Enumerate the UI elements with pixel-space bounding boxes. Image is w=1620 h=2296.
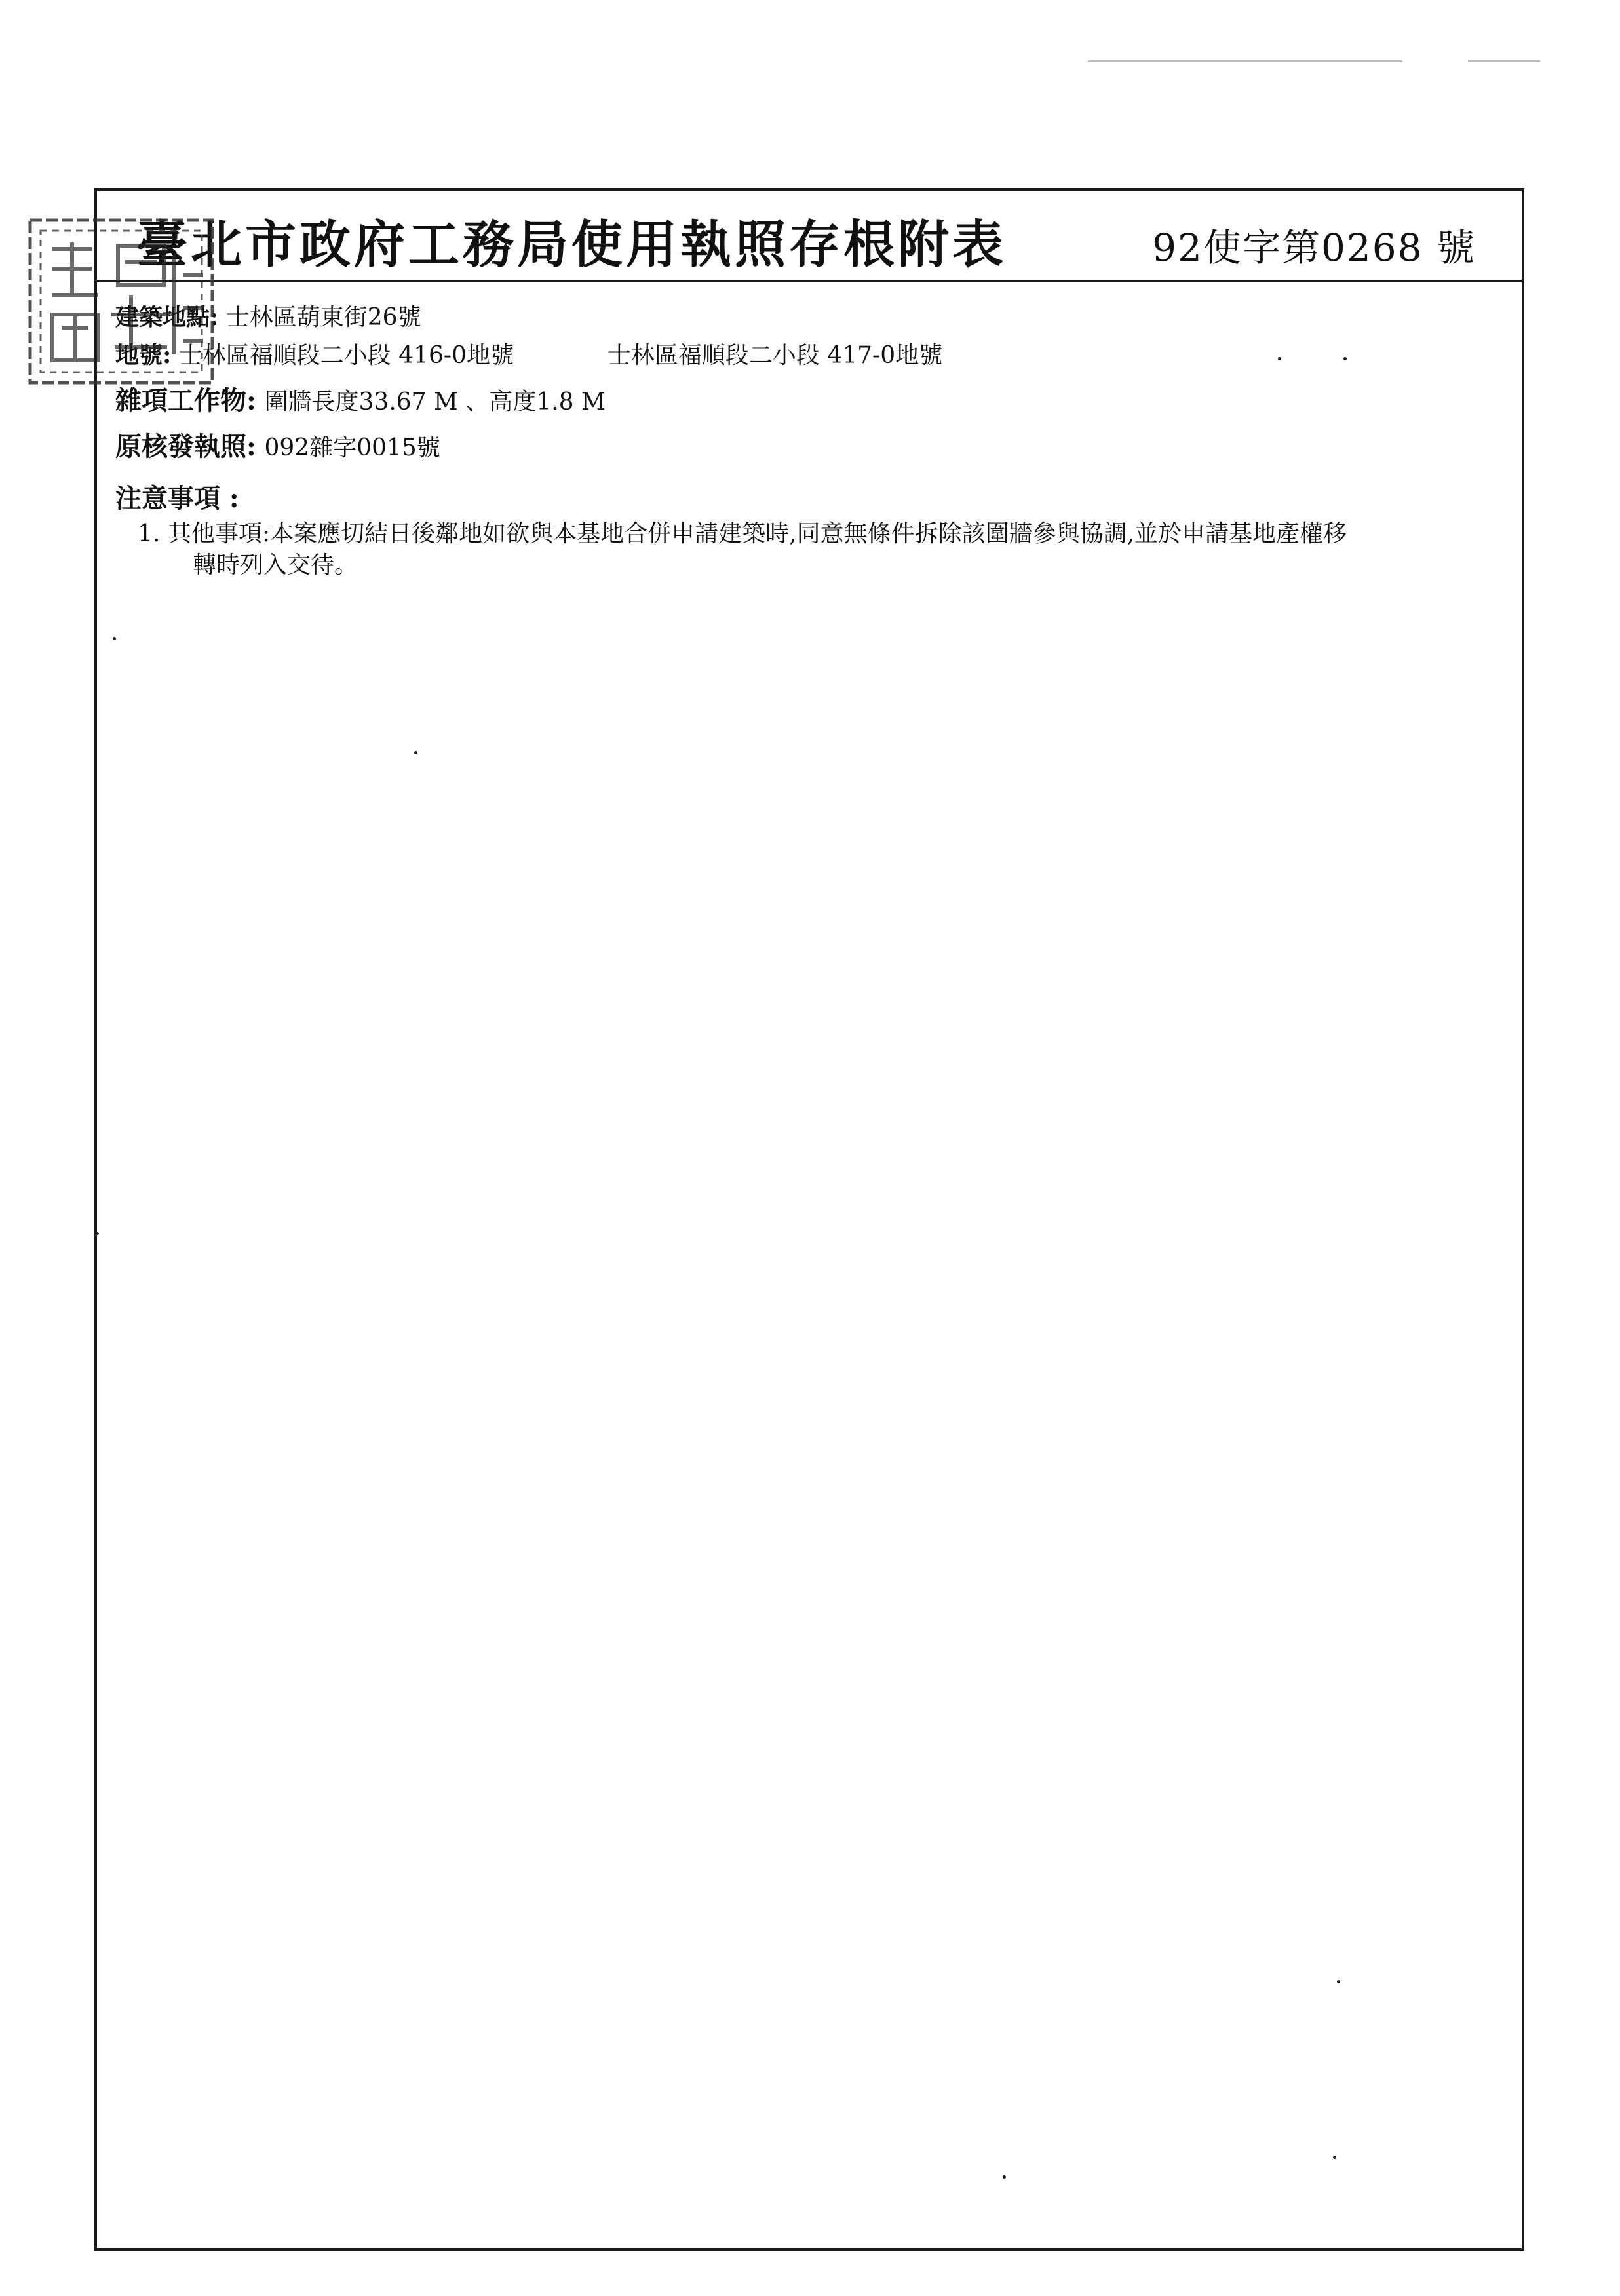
field-original-permit-value: 092雜字0015號 — [264, 434, 440, 461]
document-title: 臺北市政府工務局使用執照存根附表 — [136, 215, 1007, 275]
field-lot-label: 地號: — [115, 341, 172, 369]
field-lot-value-2: 士林區福順段二小段 417-0地號 — [607, 342, 943, 369]
official-seal-stamp — [26, 216, 219, 387]
field-original-permit — [115, 432, 440, 463]
note-number: 1. — [138, 520, 161, 547]
field-lot — [115, 340, 942, 371]
scan-speck — [96, 1232, 99, 1235]
title-row — [97, 191, 1522, 282]
note-item — [138, 518, 1488, 581]
scan-speck — [113, 637, 116, 640]
field-location-label: 建築地點: — [115, 303, 219, 331]
scan-artifact-line — [1468, 60, 1540, 62]
field-location-value: 士林區葫東街26號 — [225, 304, 421, 331]
note-text-line-1: 其他事項:本案應切結日後鄰地如欲與本基地合併申請建築時,同意無條件拆除該圍牆參與協調,並於申請基地產權移 — [168, 520, 1347, 547]
field-original-permit-label: 原核發執照: — [115, 431, 256, 462]
notes-heading: 注意事項 : — [115, 483, 239, 514]
note-text-line-2: 轉時列入交待。 — [193, 552, 358, 579]
scan-speck — [1003, 2175, 1006, 2179]
field-misc-structure-value: 圍牆長度33.67 M 、高度1.8 M — [264, 389, 606, 415]
document-frame — [94, 188, 1524, 2251]
note-line — [138, 518, 1488, 550]
scan-speck — [1343, 357, 1347, 360]
field-misc-structure — [115, 386, 606, 417]
field-misc-structure-label: 雜項工作物: — [115, 385, 256, 416]
field-lot-value-1: 士林區福順段二小段 416-0地號 — [178, 342, 514, 369]
scan-speck — [1337, 1980, 1340, 1983]
scan-speck — [1333, 2156, 1336, 2159]
scan-artifact-line — [1088, 60, 1402, 62]
scan-speck — [1278, 357, 1281, 360]
scan-speck — [414, 751, 417, 754]
permit-number: 92使字第0268 號 — [1152, 225, 1476, 270]
